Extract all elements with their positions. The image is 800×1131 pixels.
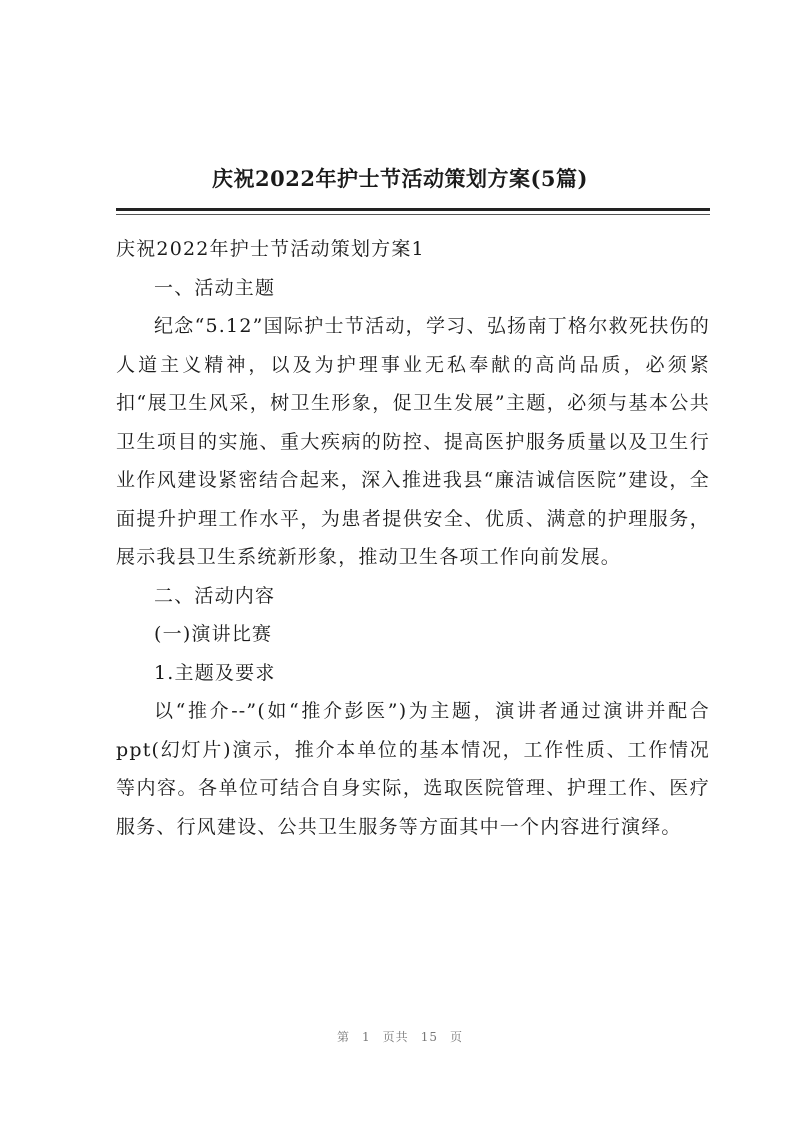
paragraph-activity-theme-body: 纪念“5.12”国际护士节活动，学习、弘扬南丁格尔救死扶伤的人道主义精神，以及为护理事业无私奉献的高尚品质，必须紧扣“展卫生风采，树卫生形象，促卫生发展”主题，必须与基本公共卫生项目的实施、重大疾病的防控、提高医护服务质量以及卫生行业作风建设紧密结合起来，深入推进我县“廉洁诚信医院”建设，全面提升护理工作水平，为患者提供安全、优质、满意的护理服务，展示我县卫生系统新形象，推动卫生各项工作向前发展。 bbox=[116, 315, 710, 568]
paragraph-speech-contest-heading: (一)演讲比赛 bbox=[154, 623, 273, 645]
title-divider-thick bbox=[116, 208, 710, 211]
paragraph-activity-content-heading: 二、活动内容 bbox=[154, 584, 276, 607]
title-divider-thin bbox=[116, 214, 710, 215]
footer-label-page: 第 bbox=[337, 1030, 351, 1044]
document-title: 庆祝2022年护士节活动策划方案(5篇) bbox=[212, 166, 588, 191]
footer-label-of: 页共 bbox=[382, 1030, 409, 1044]
paragraph-theme-requirements-heading: 1.主题及要求 bbox=[154, 661, 276, 684]
paragraph-activity-theme-heading: 一、活动主题 bbox=[154, 276, 276, 299]
paragraph-theme-requirements-body: 以“推介--”(如“推介彭医”)为主题，演讲者通过演讲并配合ppt(幻灯片)演示，推介本单位的基本情况，工作性质、工作情况等内容。各单位可结合自身实际，选取医院管理、护理工作、医疗服务、行风建设、公共卫生服务等方面其中一个内容进行演绎。 bbox=[116, 700, 710, 838]
document-body bbox=[116, 230, 710, 846]
page-footer bbox=[0, 1028, 800, 1045]
footer-total-pages: 15 bbox=[420, 1030, 438, 1044]
footer-current-page: 1 bbox=[362, 1030, 371, 1044]
footer-label-end: 页 bbox=[449, 1030, 463, 1044]
section-heading: 庆祝2022年护士节活动策划方案1 bbox=[116, 238, 425, 260]
